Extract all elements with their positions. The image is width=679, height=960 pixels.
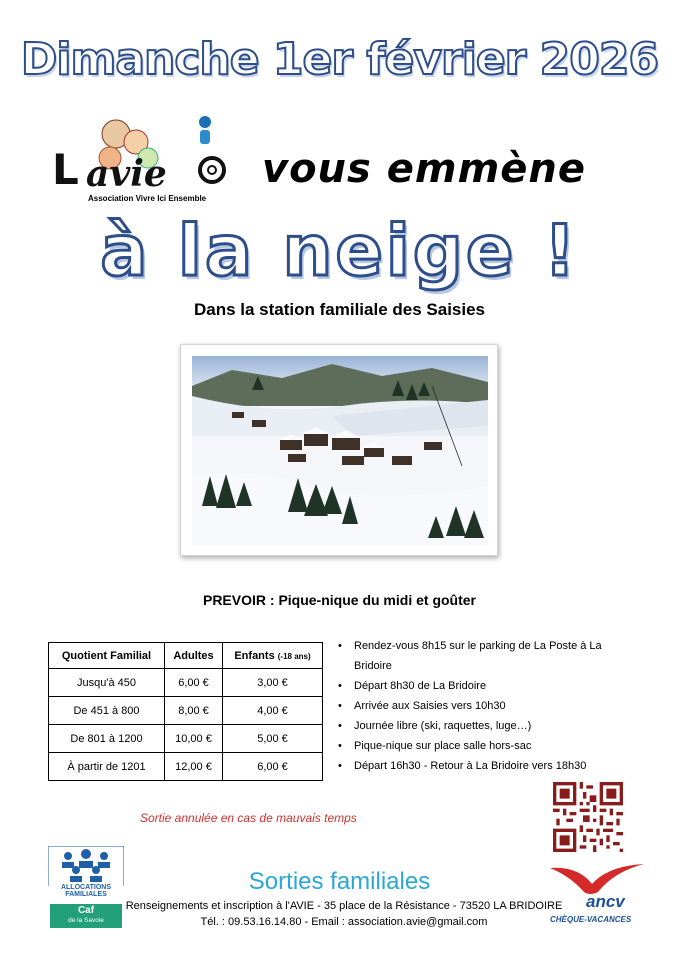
date-title: Dimanche 1er février 2026 <box>20 34 659 85</box>
header-enfants-label: Enfants <box>234 649 275 662</box>
table-cell: 8,00 € <box>165 697 223 725</box>
list-item: • Pique-nique sur place salle hors-sac <box>338 736 638 756</box>
table-cell: 5,00 € <box>223 725 323 753</box>
table-cell: 6,00 € <box>223 753 323 781</box>
table-cell: De 801 à 1200 <box>49 725 165 753</box>
table-row <box>49 697 323 725</box>
caf-line2: Caf <box>77 905 95 916</box>
header-enfants <box>223 643 323 669</box>
ancv-word: ancv <box>586 892 625 911</box>
cancel-note: Sortie annulée en cas de mauvais temps <box>140 811 357 825</box>
schedule-list <box>338 636 638 776</box>
prevoir-note: PREVOIR : Pique-nique du midi et goûter <box>202 592 476 608</box>
caf-line1: ALLOCATIONS FAMILIALES <box>60 884 112 898</box>
headline-line3: à la neige ! <box>100 210 579 292</box>
table-cell: 4,00 € <box>223 697 323 725</box>
svg-text:L: L <box>52 145 79 194</box>
footer-heading: Sorties familiales <box>248 868 431 895</box>
avie-logo <box>50 112 260 204</box>
table-cell: 6,00 € <box>165 669 223 697</box>
headline-line2: vous emmène <box>262 146 586 192</box>
ski-station-photo <box>180 344 498 556</box>
table-row <box>49 669 323 697</box>
header-quotient: Quotient Familial <box>49 643 165 669</box>
avie-logo-graphic <box>50 112 260 204</box>
subtitle: Dans la station familiale des Saisies <box>193 300 486 319</box>
header-adultes: Adultes <box>165 643 223 669</box>
list-item: • Départ 8h30 de La Bridoire <box>338 676 638 696</box>
table-cell: 12,00 € <box>165 753 223 781</box>
footer-address: Renseignements et inscription à l'AVIE - 35 place de la Résistance - 73520 LA BRIDOIRE <box>125 900 563 912</box>
list-item: • Arrivée aux Saisies vers 10h30 <box>338 696 638 716</box>
ancv-logo <box>548 862 648 932</box>
table-header-row <box>49 643 323 669</box>
table-cell: 3,00 € <box>223 669 323 697</box>
caf-line3: de la Savoie <box>68 917 104 924</box>
qr-code-icon <box>553 782 623 852</box>
table-cell: De 451 à 800 <box>49 697 165 725</box>
table-row <box>49 725 323 753</box>
list-item: • Départ 16h30 - Retour à La Bridoire vers 18h30 <box>338 756 638 776</box>
svg-text:avie: avie <box>86 153 167 195</box>
list-item: • Rendez-vous 8h15 sur le parking de La Poste à La Bridoire <box>338 636 638 676</box>
price-table <box>48 642 323 781</box>
ancv-subtitle: CHÈQUE-VACANCES <box>550 915 632 924</box>
logo-caption: Association Vivre Ici Ensemble <box>88 194 207 203</box>
table-cell: À partir de 1201 <box>49 753 165 781</box>
table-cell: Jusqu'à 450 <box>49 669 165 697</box>
table-cell: 10,00 € <box>165 725 223 753</box>
header-enfants-age: (-18 ans) <box>277 651 311 661</box>
footer-contact: Tél. : 09.53.16.14.80 - Email : association.avie@gmail.com <box>200 916 488 928</box>
table-row <box>49 753 323 781</box>
list-item: • Journée libre (ski, raquettes, luge…) <box>338 716 638 736</box>
snow-landscape-image <box>192 356 488 546</box>
